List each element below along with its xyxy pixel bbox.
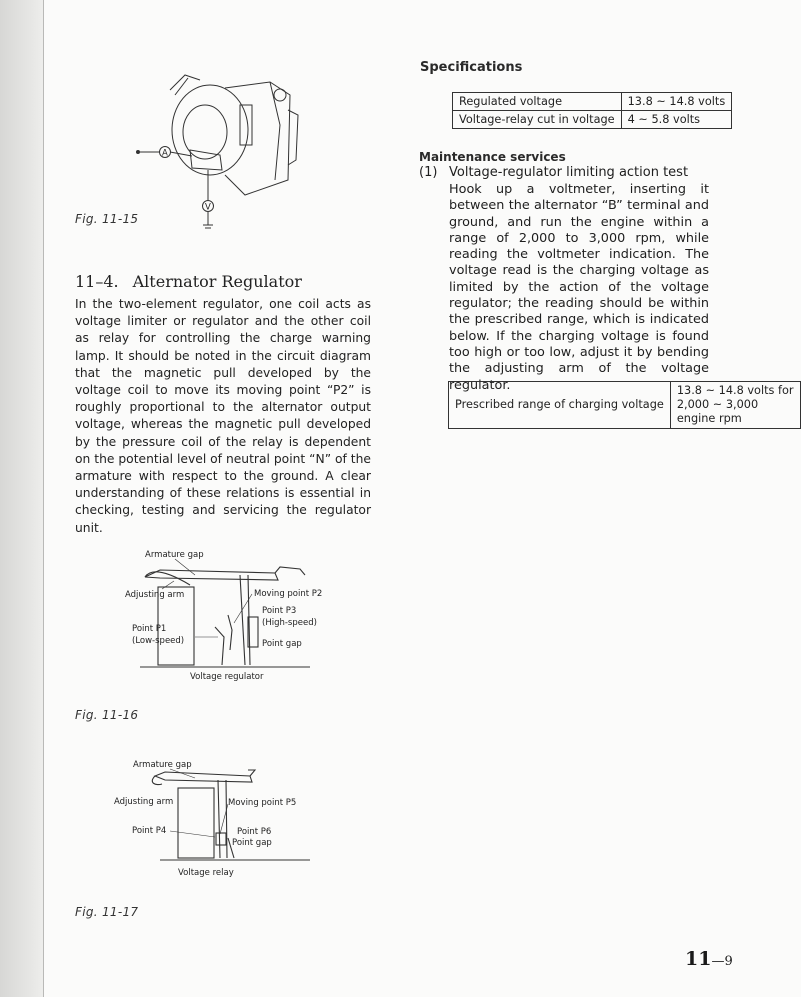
page-separator: — [711,954,725,969]
charging-voltage-value-line: 13.8 ~ 14.8 volts for [676,384,794,397]
figure-caption-11-15: Fig. 11-15 [75,212,139,226]
maintenance-item-number: (1) [419,165,438,180]
specifications-table [452,92,732,129]
alternator-body [225,82,290,195]
label-moving-point-p2: Moving point P2 [254,589,323,599]
section-title: Alternator Regulator [132,272,302,291]
section-body: In the two-element regulator, one coil acts as voltage limiter or regulator and the other coil as relay for controlling the charge warning lamp. It should be noted in the circuit diagram that the magnetic pull developed by the voltage coil to move its moving point “P2” is roughly proportional to the alternator output voltage, whereas the magnetic pull developed by the pressure coil of the relay is dependent on the potential level of neutral point “N” of the armature with respect to the ground. A clear understanding of these relations is essential in checking, testing and servicing the regulator unit. [75,297,371,535]
label-point-p1-note: (Low-speed) [132,636,185,646]
alternator-illustration [130,70,320,235]
section-heading [75,272,302,291]
pulley-mount [274,89,286,101]
figure-caption-11-16: Fig. 11-16 [75,708,139,722]
table-row [453,111,732,129]
specifications-heading: Specifications [420,60,523,75]
terminal-block [190,150,222,170]
label-adjusting-arm: Adjusting arm [125,590,185,600]
diagram-title-voltage-regulator: Voltage regulator [190,672,264,682]
charging-voltage-value-line: 2,000 ~ 3,000 [676,398,759,411]
relay-armature-plate [155,772,252,782]
lead-terminal [136,150,140,154]
label-point-p3-note: (High-speed) [262,618,317,628]
page-index: 9 [724,954,733,969]
relay-coil [178,788,214,858]
spec-label: Regulated voltage [453,93,622,111]
diagram-title-voltage-relay: Voltage relay [178,868,234,878]
charging-voltage-value-line: engine rpm [676,412,742,425]
maintenance-heading: Maintenance services [419,150,566,164]
ammeter-label: A [162,148,168,159]
label-relay-point-gap: Point gap [232,838,272,848]
table-row [449,382,801,429]
page-number [685,948,733,970]
maintenance-item-title: Voltage-regulator limiting action test [449,165,689,180]
voltmeter-label: V [205,202,211,213]
voltage-regulator-diagram [100,545,340,685]
charging-voltage-label: Prescribed range of charging voltage [449,382,671,429]
charging-voltage-table [448,381,801,429]
label-point-p1: Point P1 [132,624,167,634]
label-relay-armature-gap: Armature gap [133,760,192,770]
relay-contact [216,833,226,845]
label-point-p6: Point P6 [237,827,272,837]
section-number: 11–4. [75,272,119,291]
charging-voltage-value [670,382,800,429]
binding-edge [43,0,44,997]
label-relay-adjusting-arm: Adjusting arm [114,797,174,807]
label-moving-point-p5: Moving point P5 [228,798,297,808]
maintenance-item-body: Hook up a voltmeter, inserting it between the alternator “B” terminal and ground, and run the engine within a range of 2,000 to 3,000 rpm, while reading the voltmeter indication. The voltage read is the charging voltage as limited by the action of the voltage regulator; the reading should be within the prescribed range, which is indicated below. If the charging voltage is found too high or too low, adjust it by bending the adjusting arm of the voltage regulator. [449,182,709,393]
label-armature-gap: Armature gap [145,550,204,560]
contact-spring [228,615,232,650]
spec-value: 4 ~ 5.8 volts [621,111,732,129]
label-point-p3: Point P3 [262,606,297,616]
voltage-relay-diagram [100,758,340,883]
spec-value: 13.8 ~ 14.8 volts [621,93,732,111]
page-chapter: 11 [685,948,712,970]
figure-caption-11-17: Fig. 11-17 [75,905,139,919]
armature-plate [145,570,278,580]
label-point-gap: Point gap [262,639,302,649]
page-gutter-shadow [0,0,44,997]
relay-yoke [218,780,227,858]
table-row [453,93,732,111]
label-point-p4: Point P4 [132,826,167,836]
spec-label: Voltage-relay cut in voltage [453,111,622,129]
